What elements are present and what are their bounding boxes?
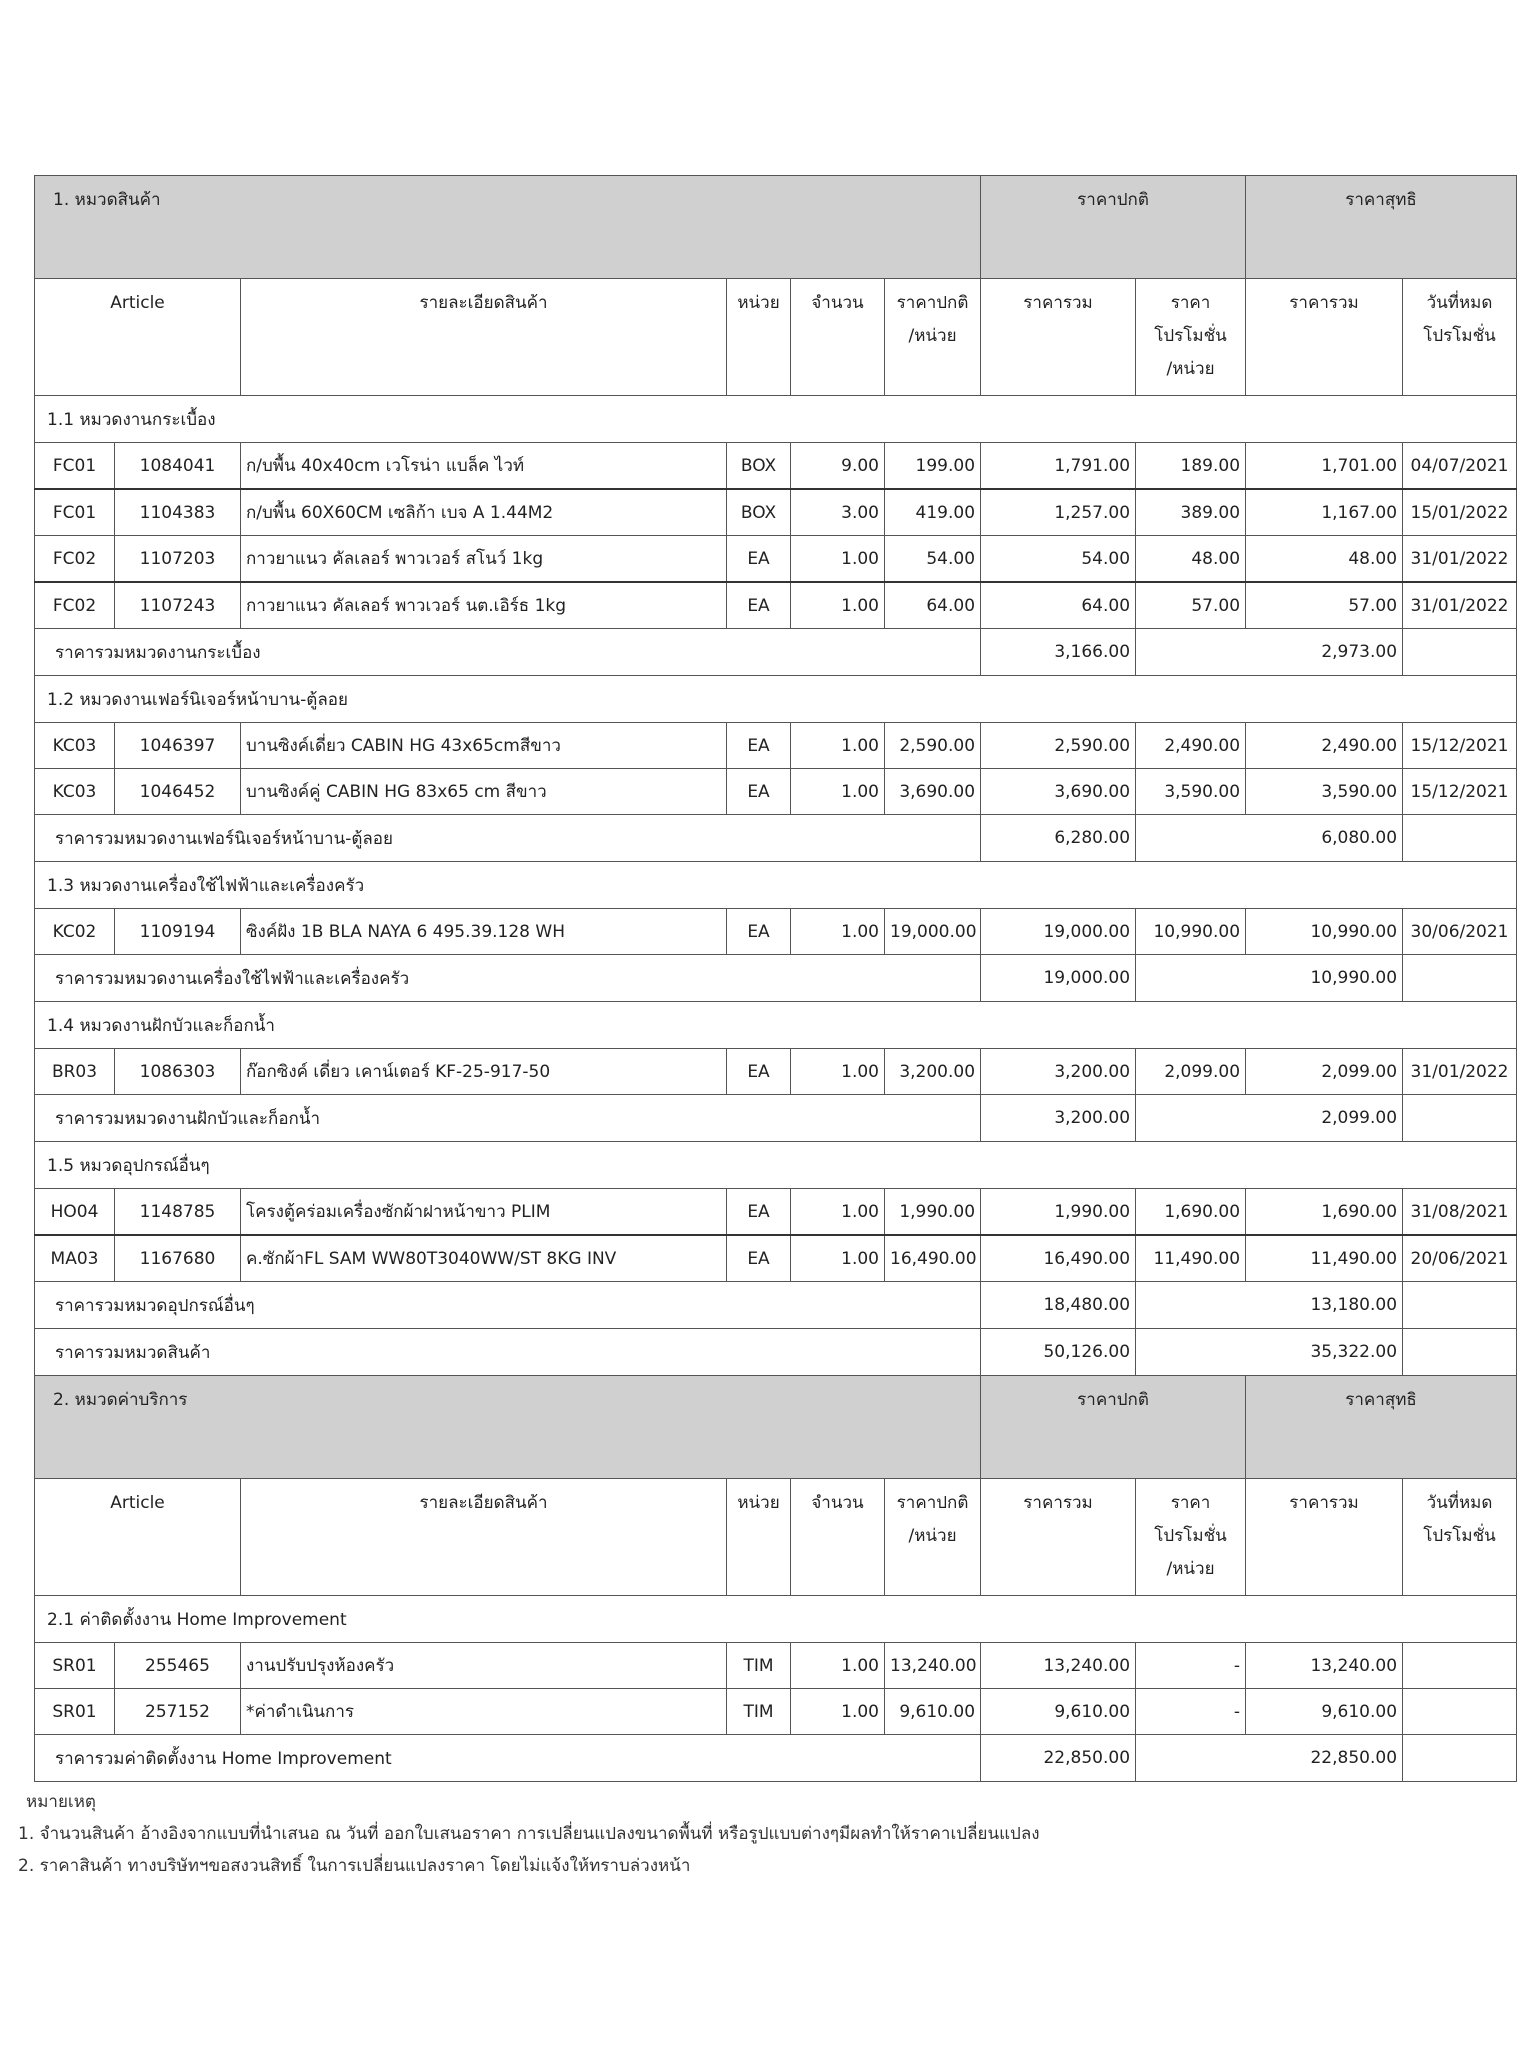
col-qty: จำนวน <box>791 279 885 396</box>
subtotal-row <box>35 815 1517 862</box>
cell-regular-total: 3,690.00 <box>981 769 1136 815</box>
col-text: ราคา <box>1170 293 1211 313</box>
subtotal-net: 13,180.00 <box>1136 1282 1403 1329</box>
cell-unit: BOX <box>727 489 791 536</box>
cell-expiry: 31/08/2021 <box>1403 1189 1517 1236</box>
cell-code: HO04 <box>35 1189 115 1236</box>
cell-description: ก๊อกซิงค์ เดี่ยว เคาน์เตอร์ KF-25-917-50 <box>241 1049 727 1095</box>
cell-article: 1107203 <box>115 536 241 583</box>
category-row <box>35 862 1517 909</box>
cell-description: ค.ซักผ้าFL SAM WW80T3040WW/ST 8KG INV <box>241 1235 727 1282</box>
cell-code: SR01 <box>35 1689 115 1735</box>
group-regular-price: ราคาปกติ <box>981 1376 1246 1479</box>
cell-net-total: 57.00 <box>1246 582 1403 629</box>
col-text: โปรโมชั่น <box>1423 1526 1496 1546</box>
category-row <box>35 1142 1517 1189</box>
cell-qty: 1.00 <box>791 1189 885 1236</box>
cell-code: MA03 <box>35 1235 115 1282</box>
cell-code: KC03 <box>35 769 115 815</box>
col-net-total: ราคารวม <box>1246 1479 1403 1596</box>
col-text: โปรโมชั่น <box>1154 1526 1227 1546</box>
subtotal-label: ราคารวมค่าติดตั้งงาน Home Improvement <box>35 1735 981 1782</box>
col-promo-expiry <box>1403 1479 1517 1596</box>
cell-unit: BOX <box>727 443 791 490</box>
cell-regular-total: 3,200.00 <box>981 1049 1136 1095</box>
cell-expiry: 31/01/2022 <box>1403 582 1517 629</box>
category-row <box>35 396 1517 443</box>
col-unit: หน่วย <box>727 1479 791 1596</box>
subtotal-label: ราคารวมหมวดงานเฟอร์นิเจอร์หน้าบาน-ตู้ลอย <box>35 815 981 862</box>
cell-unit: EA <box>727 1235 791 1282</box>
cell-net-total: 1,167.00 <box>1246 489 1403 536</box>
table-row <box>35 723 1517 769</box>
cell-regular-total: 13,240.00 <box>981 1643 1136 1689</box>
col-promo-unit-price <box>1136 1479 1246 1596</box>
cell-regular-unit: 54.00 <box>885 536 981 583</box>
cell-article: 1086303 <box>115 1049 241 1095</box>
col-article: Article <box>35 1479 241 1596</box>
empty-cell <box>1403 955 1517 1002</box>
cell-net-total: 11,490.00 <box>1246 1235 1403 1282</box>
cell-qty: 1.00 <box>791 1049 885 1095</box>
subtotal-row <box>35 955 1517 1002</box>
cell-promo-unit: 3,590.00 <box>1136 769 1246 815</box>
cell-qty: 1.00 <box>791 723 885 769</box>
cell-article: 1046452 <box>115 769 241 815</box>
column-header-row <box>35 279 1517 396</box>
cell-description: ซิงค์ฝัง 1B BLA NAYA 6 495.39.128 WH <box>241 909 727 955</box>
cell-expiry: 30/06/2021 <box>1403 909 1517 955</box>
empty-cell <box>1403 1735 1517 1782</box>
col-text: โปรโมชั่น <box>1423 326 1496 346</box>
cell-regular-total: 1,257.00 <box>981 489 1136 536</box>
cell-code: FC01 <box>35 443 115 490</box>
section-header <box>35 176 1517 279</box>
cell-expiry: 15/12/2021 <box>1403 769 1517 815</box>
cell-promo-unit: 1,690.00 <box>1136 1189 1246 1236</box>
category-title: 2.1 ค่าติดตั้งงาน Home Improvement <box>35 1596 1517 1643</box>
cell-code: KC03 <box>35 723 115 769</box>
cell-unit: EA <box>727 723 791 769</box>
category-title: 1.3 หมวดงานเครื่องใช้ไฟฟ้าและเครื่องครัว <box>35 862 1517 909</box>
cell-unit: EA <box>727 1049 791 1095</box>
empty-cell <box>1403 815 1517 862</box>
section-title: 1. หมวดสินค้า <box>35 176 981 279</box>
cell-description: กาวยาแนว คัลเลอร์ พาวเวอร์ สโนว์ 1kg <box>241 536 727 583</box>
cell-qty: 1.00 <box>791 769 885 815</box>
col-text: /หน่วย <box>908 1526 957 1546</box>
table-row <box>35 1689 1517 1735</box>
cell-code: SR01 <box>35 1643 115 1689</box>
cell-article: 1109194 <box>115 909 241 955</box>
cell-description: โครงตู้คร่อมเครื่องซักผ้าฝาหน้าขาว PLIM <box>241 1189 727 1236</box>
table-row <box>35 1643 1517 1689</box>
cell-promo-unit: 10,990.00 <box>1136 909 1246 955</box>
cell-regular-unit: 199.00 <box>885 443 981 490</box>
grand-total-net: 35,322.00 <box>1136 1329 1403 1376</box>
cell-expiry <box>1403 1643 1517 1689</box>
category-row <box>35 1002 1517 1049</box>
category-row <box>35 1596 1517 1643</box>
cell-regular-total: 64.00 <box>981 582 1136 629</box>
cell-article: 1107243 <box>115 582 241 629</box>
col-text: /หน่วย <box>1166 359 1215 379</box>
cell-qty: 1.00 <box>791 536 885 583</box>
group-net-price: ราคาสุทธิ <box>1246 1376 1517 1479</box>
table-row <box>35 769 1517 815</box>
section-header <box>35 1376 1517 1479</box>
col-promo-expiry <box>1403 279 1517 396</box>
empty-cell <box>1403 1282 1517 1329</box>
cell-unit: TIM <box>727 1643 791 1689</box>
cell-promo-unit: 189.00 <box>1136 443 1246 490</box>
col-text: ราคา <box>1170 1493 1211 1513</box>
grand-total-row <box>35 1329 1517 1376</box>
cell-code: FC01 <box>35 489 115 536</box>
cell-code: BR03 <box>35 1049 115 1095</box>
cell-regular-total: 2,590.00 <box>981 723 1136 769</box>
cell-unit: EA <box>727 1189 791 1236</box>
subtotal-regular: 22,850.00 <box>981 1735 1136 1782</box>
subtotal-regular: 19,000.00 <box>981 955 1136 1002</box>
cell-description: บานซิงค์คู่ CABIN HG 83x65 cm สีขาว <box>241 769 727 815</box>
cell-regular-unit: 16,490.00 <box>885 1235 981 1282</box>
subtotal-label: ราคารวมหมวดอุปกรณ์อื่นๆ <box>35 1282 981 1329</box>
col-net-total: ราคารวม <box>1246 279 1403 396</box>
cell-regular-unit: 3,200.00 <box>885 1049 981 1095</box>
cell-article: 1167680 <box>115 1235 241 1282</box>
cell-expiry: 15/01/2022 <box>1403 489 1517 536</box>
cell-qty: 1.00 <box>791 1689 885 1735</box>
cell-regular-total: 1,791.00 <box>981 443 1136 490</box>
col-detail: รายละเอียดสินค้า <box>241 1479 727 1596</box>
cell-description: *ค่าดำเนินการ <box>241 1689 727 1735</box>
cell-description: งานปรับปรุงห้องครัว <box>241 1643 727 1689</box>
cell-net-total: 48.00 <box>1246 536 1403 583</box>
cell-regular-total: 9,610.00 <box>981 1689 1136 1735</box>
subtotal-net: 6,080.00 <box>1136 815 1403 862</box>
subtotal-row <box>35 629 1517 676</box>
subtotal-row <box>35 1282 1517 1329</box>
cell-unit: EA <box>727 536 791 583</box>
cell-code: FC02 <box>35 536 115 583</box>
cell-qty: 9.00 <box>791 443 885 490</box>
col-text: ราคาปกติ <box>896 293 969 313</box>
cell-qty: 1.00 <box>791 582 885 629</box>
col-detail: รายละเอียดสินค้า <box>241 279 727 396</box>
col-regular-total: ราคารวม <box>981 279 1136 396</box>
cell-expiry: 31/01/2022 <box>1403 536 1517 583</box>
cell-regular-unit: 3,690.00 <box>885 769 981 815</box>
subtotal-row <box>35 1095 1517 1142</box>
cell-regular-unit: 9,610.00 <box>885 1689 981 1735</box>
subtotal-regular: 3,166.00 <box>981 629 1136 676</box>
cell-regular-unit: 19,000.00 <box>885 909 981 955</box>
cell-unit: TIM <box>727 1689 791 1735</box>
cell-regular-total: 1,990.00 <box>981 1189 1136 1236</box>
grand-total-regular: 50,126.00 <box>981 1329 1136 1376</box>
col-text: /หน่วย <box>908 326 957 346</box>
cell-promo-unit: 2,490.00 <box>1136 723 1246 769</box>
category-title: 1.4 หมวดงานฝักบัวและก็อกน้ำ <box>35 1002 1517 1049</box>
cell-net-total: 1,701.00 <box>1246 443 1403 490</box>
cell-unit: EA <box>727 909 791 955</box>
subtotal-net: 2,973.00 <box>1136 629 1403 676</box>
cell-expiry: 31/01/2022 <box>1403 1049 1517 1095</box>
cell-regular-unit: 419.00 <box>885 489 981 536</box>
cell-article: 257152 <box>115 1689 241 1735</box>
cell-qty: 3.00 <box>791 489 885 536</box>
category-title: 1.2 หมวดงานเฟอร์นิเจอร์หน้าบาน-ตู้ลอย <box>35 676 1517 723</box>
col-unit: หน่วย <box>727 279 791 396</box>
cell-expiry: 20/06/2021 <box>1403 1235 1517 1282</box>
col-text: โปรโมชั่น <box>1154 326 1227 346</box>
table-row <box>35 1189 1517 1236</box>
category-title: 1.5 หมวดอุปกรณ์อื่นๆ <box>35 1142 1517 1189</box>
col-text: ราคาปกติ <box>896 1493 969 1513</box>
cell-expiry <box>1403 1689 1517 1735</box>
col-regular-total: ราคารวม <box>981 1479 1136 1596</box>
subtotal-label: ราคารวมหมวดงานฝักบัวและก็อกน้ำ <box>35 1095 981 1142</box>
subtotal-regular: 6,280.00 <box>981 815 1136 862</box>
cell-description: ก/บพื้น 40x40cm เวโรน่า แบล็ค ไวท์ <box>241 443 727 490</box>
notes-title: หมายเหตุ <box>26 1792 96 1812</box>
table-row <box>35 582 1517 629</box>
cell-promo-unit: 2,099.00 <box>1136 1049 1246 1095</box>
cell-expiry: 04/07/2021 <box>1403 443 1517 490</box>
empty-cell <box>1403 1095 1517 1142</box>
subtotal-net: 10,990.00 <box>1136 955 1403 1002</box>
col-text: วันที่หมด <box>1426 293 1493 313</box>
cell-unit: EA <box>727 769 791 815</box>
cell-net-total: 2,490.00 <box>1246 723 1403 769</box>
cell-promo-unit: - <box>1136 1643 1246 1689</box>
col-text: /หน่วย <box>1166 1559 1215 1579</box>
cell-article: 1046397 <box>115 723 241 769</box>
cell-article: 1104383 <box>115 489 241 536</box>
cell-promo-unit: - <box>1136 1689 1246 1735</box>
cell-regular-unit: 2,590.00 <box>885 723 981 769</box>
col-qty: จำนวน <box>791 1479 885 1596</box>
table-row <box>35 489 1517 536</box>
subtotal-label: ราคารวมหมวดงานกระเบื้อง <box>35 629 981 676</box>
cell-code: FC02 <box>35 582 115 629</box>
notes <box>18 1786 1040 1882</box>
cell-code: KC02 <box>35 909 115 955</box>
cell-net-total: 9,610.00 <box>1246 1689 1403 1735</box>
cell-regular-total: 54.00 <box>981 536 1136 583</box>
group-regular-price: ราคาปกติ <box>981 176 1246 279</box>
cell-promo-unit: 57.00 <box>1136 582 1246 629</box>
col-text: วันที่หมด <box>1426 1493 1493 1513</box>
subtotal-net: 2,099.00 <box>1136 1095 1403 1142</box>
col-promo-unit-price <box>1136 279 1246 396</box>
cell-net-total: 2,099.00 <box>1246 1049 1403 1095</box>
cell-description: ก/บพื้น 60X60CM เซลิก้า เบจ A 1.44M2 <box>241 489 727 536</box>
cell-article: 255465 <box>115 1643 241 1689</box>
cell-qty: 1.00 <box>791 1643 885 1689</box>
section-title: 2. หมวดค่าบริการ <box>35 1376 981 1479</box>
column-header-row <box>35 1479 1517 1596</box>
category-title: 1.1 หมวดงานกระเบื้อง <box>35 396 1517 443</box>
subtotal-regular: 3,200.00 <box>981 1095 1136 1142</box>
cell-article: 1084041 <box>115 443 241 490</box>
cell-promo-unit: 11,490.00 <box>1136 1235 1246 1282</box>
col-regular-unit-price <box>885 1479 981 1596</box>
cell-net-total: 1,690.00 <box>1246 1189 1403 1236</box>
note-line: 2. ราคาสินค้า ทางบริษัทฯขอสงวนสิทธิ์ ในการเปลี่ยนแปลงราคา โดยไม่แจ้งให้ทราบล่วงหน้า <box>18 1856 691 1876</box>
subtotal-net: 22,850.00 <box>1136 1735 1403 1782</box>
table-row <box>35 443 1517 490</box>
grand-total-label: ราคารวมหมวดสินค้า <box>35 1329 981 1376</box>
cell-description: บานซิงค์เดี่ยว CABIN HG 43x65cmสีขาว <box>241 723 727 769</box>
cell-net-total: 3,590.00 <box>1246 769 1403 815</box>
empty-cell <box>1403 629 1517 676</box>
cell-regular-total: 16,490.00 <box>981 1235 1136 1282</box>
cell-description: กาวยาแนว คัลเลอร์ พาวเวอร์ นต.เอิร์ธ 1kg <box>241 582 727 629</box>
col-article: Article <box>35 279 241 396</box>
quotation-table <box>34 175 1517 1782</box>
cell-regular-unit: 64.00 <box>885 582 981 629</box>
cell-qty: 1.00 <box>791 909 885 955</box>
table-row <box>35 1049 1517 1095</box>
cell-unit: EA <box>727 582 791 629</box>
table-row <box>35 909 1517 955</box>
category-row <box>35 676 1517 723</box>
cell-qty: 1.00 <box>791 1235 885 1282</box>
cell-expiry: 15/12/2021 <box>1403 723 1517 769</box>
col-regular-unit-price <box>885 279 981 396</box>
cell-article: 1148785 <box>115 1189 241 1236</box>
cell-promo-unit: 48.00 <box>1136 536 1246 583</box>
subtotal-regular: 18,480.00 <box>981 1282 1136 1329</box>
subtotal-label: ราคารวมหมวดงานเครื่องใช้ไฟฟ้าและเครื่องครัว <box>35 955 981 1002</box>
table-row <box>35 1235 1517 1282</box>
cell-promo-unit: 389.00 <box>1136 489 1246 536</box>
cell-net-total: 13,240.00 <box>1246 1643 1403 1689</box>
empty-cell <box>1403 1329 1517 1376</box>
cell-regular-unit: 13,240.00 <box>885 1643 981 1689</box>
group-net-price: ราคาสุทธิ <box>1246 176 1517 279</box>
note-line: 1. จำนวนสินค้า อ้างอิงจากแบบที่นำเสนอ ณ วันที่ ออกใบเสนอราคา การเปลี่ยนแปลงขนาดพื้นที่ หรือรูปแบบต่างๆมีผลทำให้ราคาเปลี่ยนแปลง <box>18 1824 1040 1844</box>
subtotal-row <box>35 1735 1517 1782</box>
cell-net-total: 10,990.00 <box>1246 909 1403 955</box>
cell-regular-unit: 1,990.00 <box>885 1189 981 1236</box>
quotation-sheet <box>34 175 1516 1782</box>
table-row <box>35 536 1517 583</box>
cell-regular-total: 19,000.00 <box>981 909 1136 955</box>
